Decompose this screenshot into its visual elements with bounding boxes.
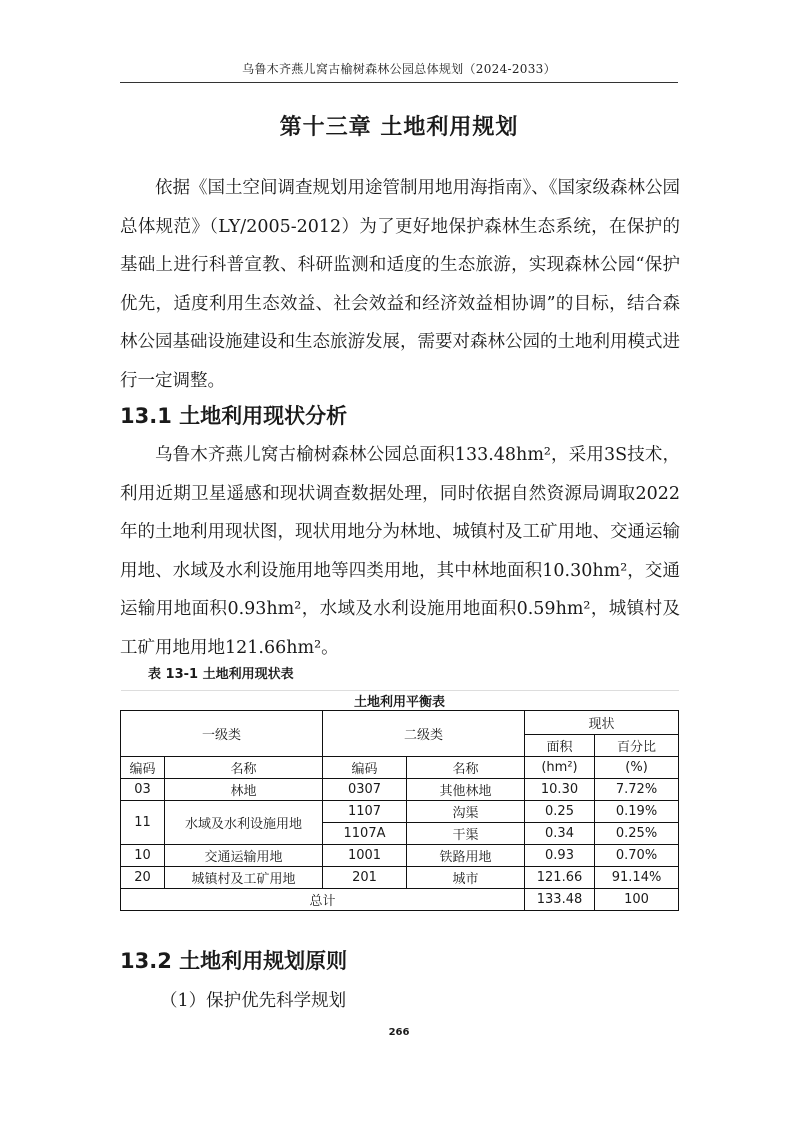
cell-name1: 交通运输用地 xyxy=(165,845,323,867)
header-status: 现状 xyxy=(525,711,679,735)
cell-name1: 林地 xyxy=(165,779,323,801)
cell-code1: 11 xyxy=(121,801,165,845)
land-use-table xyxy=(120,690,678,911)
table-row xyxy=(121,845,679,867)
cell-code1: 03 xyxy=(121,779,165,801)
table-title: 土地利用平衡表 xyxy=(121,691,679,711)
header-name2: 名称 xyxy=(407,757,525,779)
table-total-row xyxy=(121,889,679,911)
cell-name2: 沟渠 xyxy=(407,801,525,823)
cell-name2: 铁路用地 xyxy=(407,845,525,867)
cell-code2: 0307 xyxy=(323,779,407,801)
cell-pct: 91.14% xyxy=(595,867,679,889)
cell-area: 10.30 xyxy=(525,779,595,801)
section-heading-13-1: 13.1 土地利用现状分析 xyxy=(120,404,348,428)
header-area: 面积 xyxy=(525,735,595,757)
cell-pct: 0.70% xyxy=(595,845,679,867)
header-name: 名称 xyxy=(165,757,323,779)
header-percent: 百分比 xyxy=(595,735,679,757)
cell-area: 0.93 xyxy=(525,845,595,867)
header-percent-unit: (%) xyxy=(595,757,679,779)
principle-item-1: （1）保护优先科学规划 xyxy=(160,991,347,1011)
cell-code2: 1107A xyxy=(323,823,407,845)
header-level2: 二级类 xyxy=(323,711,525,757)
header-rule xyxy=(120,82,678,83)
header-code2: 编码 xyxy=(323,757,407,779)
header-level1: 一级类 xyxy=(121,711,323,757)
cell-code2: 1001 xyxy=(323,845,407,867)
cell-code1: 10 xyxy=(121,845,165,867)
cell-pct: 0.19% xyxy=(595,801,679,823)
table-row xyxy=(121,867,679,889)
table-caption: 表 13-1 土地利用现状表 xyxy=(148,667,294,682)
intro-paragraph: 依据《国土空间调查规划用途管制用地用海指南》、《国家级森林公园总体规范》（LY/2005-2012）为了更好地保护森林生态系统，在保护的基础上进行科普宣教、科研监测和适度的生态旅游，实现森林公园“保护优先，适度利用生态效益、社会效益和经济效益相协调”的目标，结合森林公园基础设施建设和生态旅游发展，需要对森林公园的土地利用模式进行一定调整。 xyxy=(120,178,680,391)
cell-name1: 城镇村及工矿用地 xyxy=(165,867,323,889)
table-row xyxy=(121,801,679,823)
cell-area: 0.34 xyxy=(525,823,595,845)
cell-pct: 7.72% xyxy=(595,779,679,801)
section-heading-13-2: 13.2 土地利用规划原则 xyxy=(120,949,348,973)
total-pct: 100 xyxy=(595,889,679,911)
table-row xyxy=(121,779,679,801)
cell-pct: 0.25% xyxy=(595,823,679,845)
cell-area: 0.25 xyxy=(525,801,595,823)
total-area: 133.48 xyxy=(525,889,595,911)
total-label: 总计 xyxy=(121,889,525,911)
cell-area: 121.66 xyxy=(525,867,595,889)
header-area-unit: (hm²) xyxy=(525,757,595,779)
header-code: 编码 xyxy=(121,757,165,779)
cell-name2: 城市 xyxy=(407,867,525,889)
cell-name2: 干渠 xyxy=(407,823,525,845)
page-number: 266 xyxy=(388,1027,410,1038)
chapter-title: 第十三章 土地利用规划 xyxy=(279,115,519,140)
cell-name2: 其他林地 xyxy=(407,779,525,801)
cell-code2: 1107 xyxy=(323,801,407,823)
section-13-1-paragraph: 乌鲁木齐燕儿窝古榆树森林公园总面积133.48hm²，采用3S技术，利用近期卫星遥感和现状调查数据处理，同时依据自然资源局调取2022年的土地利用现状图，现状用地分为林地、城镇村及工矿用地、交通运输用地、水域及水利设施用地等四类用地，其中林地面积10.30hm²，交通运输用地面积0.93hm²，水域及水利设施用地面积0.59hm²，城镇村及工矿用地用地121.66hm²。 xyxy=(120,445,680,658)
cell-code1: 20 xyxy=(121,867,165,889)
cell-code2: 201 xyxy=(323,867,407,889)
running-header: 乌鲁木齐燕儿窝古榆树森林公园总体规划（2024-2033） xyxy=(242,62,556,76)
cell-name1: 水域及水利设施用地 xyxy=(165,801,323,845)
